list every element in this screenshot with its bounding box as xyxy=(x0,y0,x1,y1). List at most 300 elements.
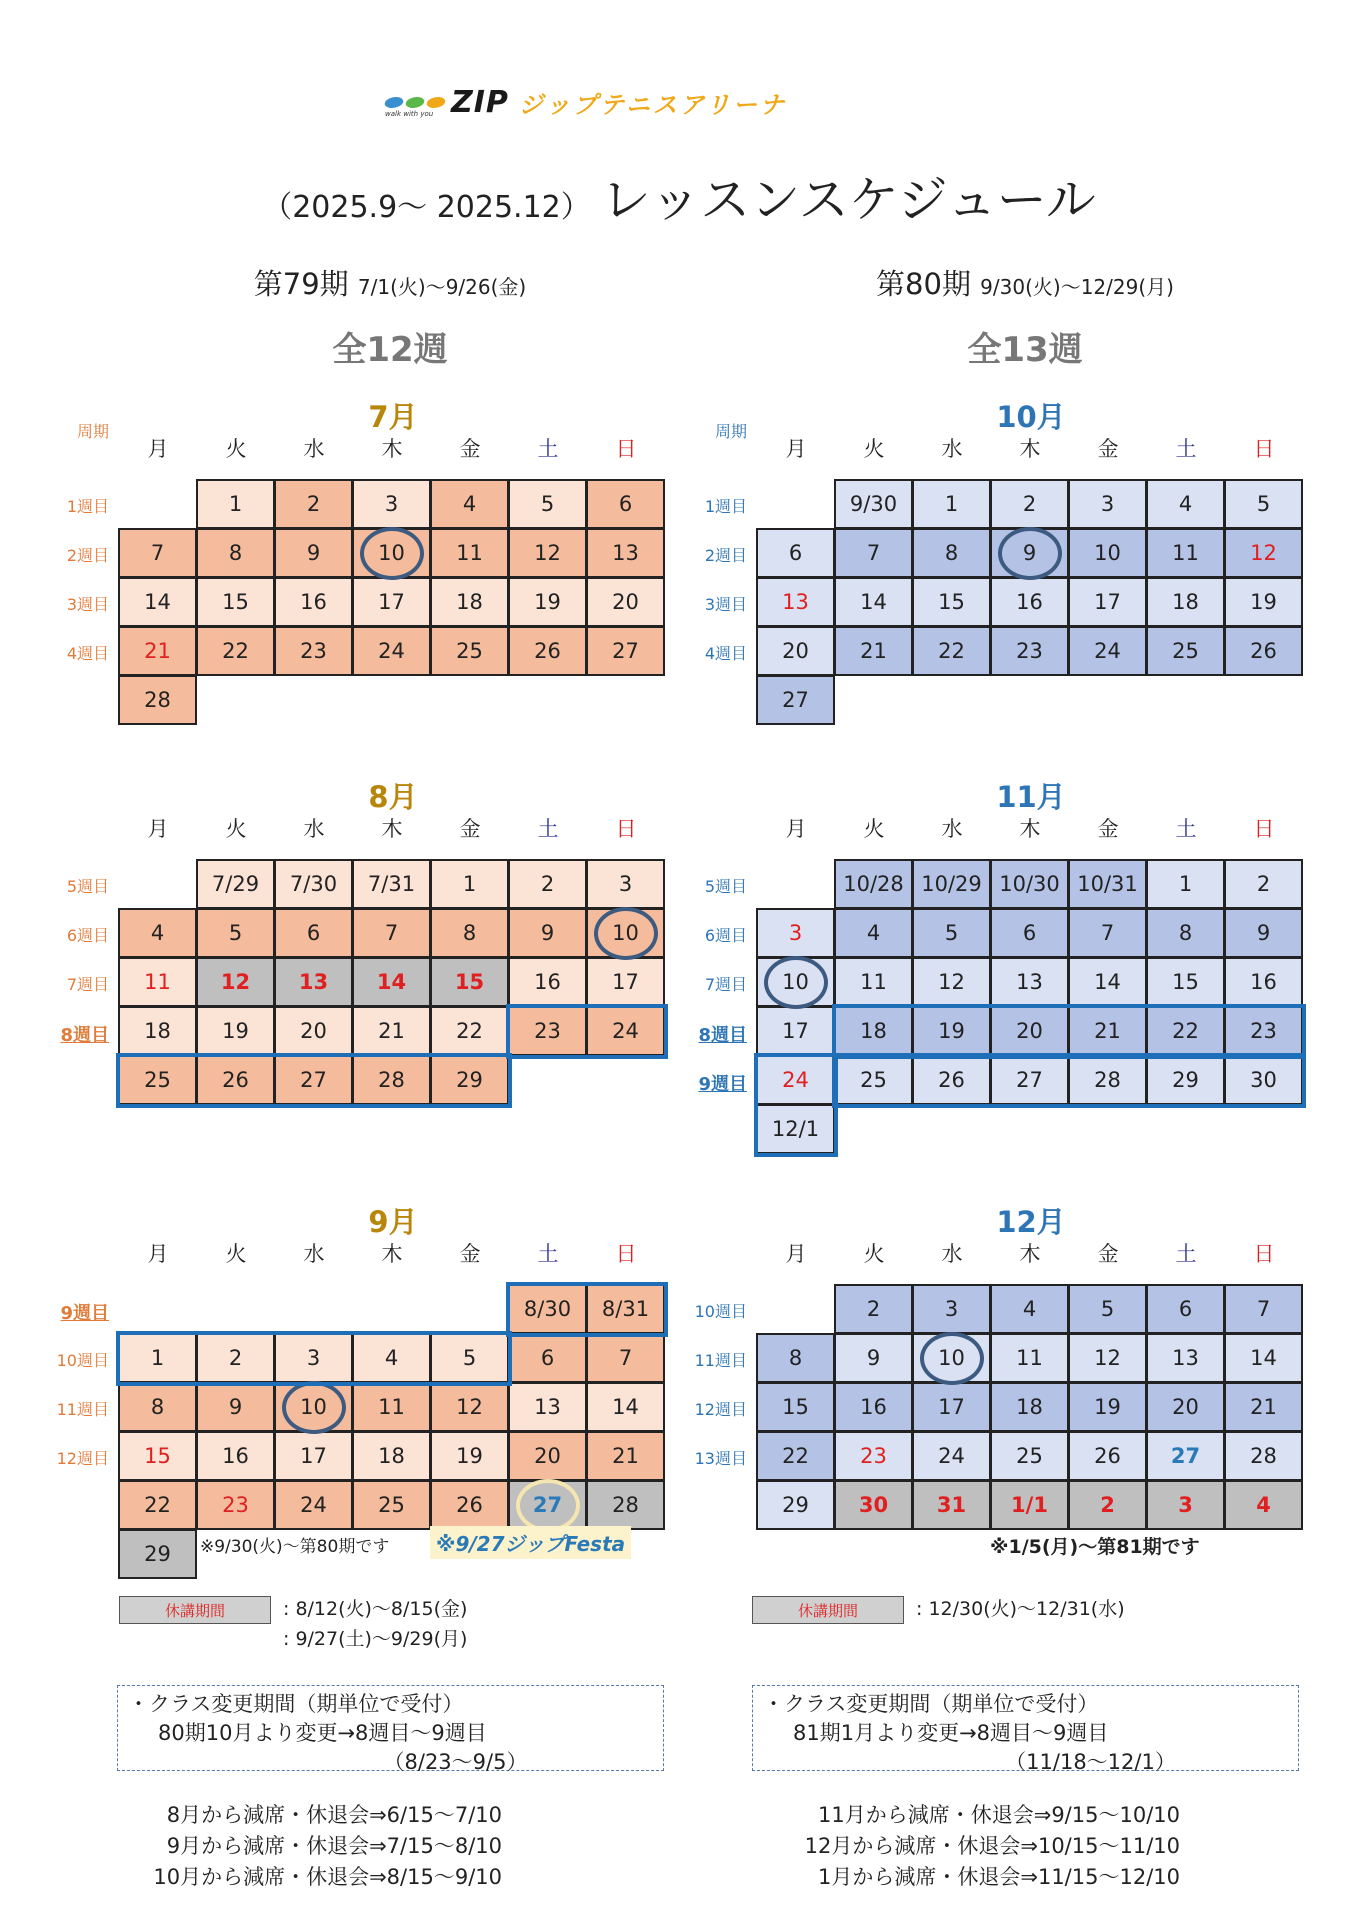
dec-day-cell: 15 xyxy=(756,1382,835,1432)
sep-day-cell: 8/31 xyxy=(586,1284,665,1334)
oct-day-cell: 2 xyxy=(990,479,1069,529)
jul-day-cell: 9 xyxy=(274,528,353,578)
aug-day-cell: 20 xyxy=(274,1006,353,1056)
oct-day-cell: 4 xyxy=(1146,479,1225,529)
jul-month-title: 7月 xyxy=(368,400,418,434)
aug-month-title: 8月 xyxy=(368,780,418,814)
jul-dow-0: 月 xyxy=(147,437,169,461)
nov-day-cell: 10/28 xyxy=(834,859,913,909)
sep-day-cell: 2 xyxy=(196,1333,275,1383)
oct-day-cell: 20 xyxy=(756,626,835,676)
sep-day-cell: 9 xyxy=(196,1382,275,1432)
oct-day-cell: 9/30 xyxy=(834,479,913,529)
sep-day-cell: 25 xyxy=(352,1480,431,1530)
dec-day-cell: 4 xyxy=(1224,1480,1303,1530)
nov-day-cell: 24 xyxy=(756,1055,835,1105)
nov-day-cell: 28 xyxy=(1068,1055,1147,1105)
aug-week-label-2: 7週目 xyxy=(66,975,109,994)
nov-day-cell: 25 xyxy=(834,1055,913,1105)
nov-day-cell: 12/1 xyxy=(756,1104,835,1154)
nov-day-cell: 6 xyxy=(990,908,1069,958)
nov-day-cell: 19 xyxy=(912,1006,991,1056)
nov-dow-1: 火 xyxy=(863,817,885,841)
oct-week-label-3: 4週目 xyxy=(704,644,747,663)
sep-week-label-1: 10週目 xyxy=(56,1351,109,1370)
aug-day-cell: 22 xyxy=(430,1006,509,1056)
dec-day-cell: 11 xyxy=(990,1333,1069,1383)
nov-highlight-box xyxy=(832,1053,1306,1108)
oct-week-label-1: 2週目 xyxy=(704,546,747,565)
oct-day-cell: 18 xyxy=(1146,577,1225,627)
dec-day-cell: 1/1 xyxy=(990,1480,1069,1530)
weeks-total-80: 全13週 xyxy=(967,330,1083,370)
nov-day-cell: 3 xyxy=(756,908,835,958)
sep-day-cell: 23 xyxy=(196,1480,275,1530)
jul-day-cell: 25 xyxy=(430,626,509,676)
sep-day-cell: 13 xyxy=(508,1382,587,1432)
jul-day-cell: 21 xyxy=(118,626,197,676)
nov-day-cell: 8 xyxy=(1146,908,1225,958)
sep-day-cell: 15 xyxy=(118,1431,197,1481)
aug-day-cell: 18 xyxy=(118,1006,197,1056)
nov-day-cell: 10 xyxy=(756,957,835,1007)
sep-day-cell: 28 xyxy=(586,1480,665,1530)
dec-day-cell: 17 xyxy=(912,1382,991,1432)
jul-circle-mark xyxy=(360,527,424,580)
sep-day-cell: 19 xyxy=(430,1431,509,1481)
aug-dow-1: 火 xyxy=(225,817,247,841)
nov-day-cell: 16 xyxy=(1224,957,1303,1007)
oct-day-cell: 7 xyxy=(834,528,913,578)
jul-day-cell: 27 xyxy=(586,626,665,676)
sep-day-cell: 10 xyxy=(274,1382,353,1432)
dec-day-cell: 22 xyxy=(756,1431,835,1481)
sep-circle-mark xyxy=(282,1381,346,1434)
sep-note: ※9/30(火)～第80期です xyxy=(200,1537,390,1557)
jul-day-cell: 22 xyxy=(196,626,275,676)
oct-dow-1: 火 xyxy=(863,437,885,461)
aug-day-cell: 19 xyxy=(196,1006,275,1056)
oct-day-cell: 8 xyxy=(912,528,991,578)
oct-dow-5: 土 xyxy=(1175,437,1197,461)
sep-highlight-box xyxy=(116,1331,512,1386)
sep-day-cell: 1 xyxy=(118,1333,197,1383)
dec-day-cell: 9 xyxy=(834,1333,913,1383)
aug-day-cell: 7/29 xyxy=(196,859,275,909)
oct-day-cell: 22 xyxy=(912,626,991,676)
sep-dow-6: 日 xyxy=(615,1242,637,1266)
aug-day-cell: 6 xyxy=(274,908,353,958)
aug-day-cell: 7/31 xyxy=(352,859,431,909)
nov-day-cell: 10/31 xyxy=(1068,859,1147,909)
nov-day-cell: 20 xyxy=(990,1006,1069,1056)
aug-dow-5: 土 xyxy=(537,817,559,841)
logo-tag: walk with you xyxy=(385,110,434,118)
dec-dow-0: 月 xyxy=(785,1242,807,1266)
dec-day-cell: 23 xyxy=(834,1431,913,1481)
sep-day-cell: 11 xyxy=(352,1382,431,1432)
jul-day-cell: 8 xyxy=(196,528,275,578)
dec-dow-2: 水 xyxy=(941,1242,963,1266)
nov-day-cell: 1 xyxy=(1146,859,1225,909)
aug-day-cell: 7/30 xyxy=(274,859,353,909)
sep-highlight-box xyxy=(506,1282,668,1337)
oct-day-cell: 26 xyxy=(1224,626,1303,676)
nov-week-label-1: 6週目 xyxy=(704,926,747,945)
dec-circle-mark xyxy=(920,1332,984,1385)
logo-jp: ジップテニスアリーナ xyxy=(518,90,787,119)
jul-day-cell: 18 xyxy=(430,577,509,627)
dec-month-title: 12月 xyxy=(996,1205,1066,1239)
aug-day-cell: 24 xyxy=(586,1006,665,1056)
oct-day-cell: 25 xyxy=(1146,626,1225,676)
oct-day-cell: 5 xyxy=(1224,479,1303,529)
dec-day-cell: 29 xyxy=(756,1480,835,1530)
period-79: 第79期 7/1(火)～9/26(金) xyxy=(253,267,527,301)
closure-dates-left: : 8/12(火)～8/15(金) : 9/27(土)～9/29(月) xyxy=(283,1598,468,1650)
sep-day-cell: 6 xyxy=(508,1333,587,1383)
oct-day-cell: 10 xyxy=(1068,528,1147,578)
nov-dow-5: 土 xyxy=(1175,817,1197,841)
sep-week-label-3: 12週目 xyxy=(56,1449,109,1468)
aug-day-cell: 15 xyxy=(430,957,509,1007)
sep-dow-4: 金 xyxy=(459,1242,481,1266)
oct-day-cell: 1 xyxy=(912,479,991,529)
oct-day-cell: 17 xyxy=(1068,577,1147,627)
dec-dow-3: 木 xyxy=(1019,1242,1041,1266)
dec-day-cell: 24 xyxy=(912,1431,991,1481)
page-title xyxy=(0,160,1358,232)
dec-day-cell: 26 xyxy=(1068,1431,1147,1481)
nov-day-cell: 14 xyxy=(1068,957,1147,1007)
aug-dow-0: 月 xyxy=(147,817,169,841)
sep-day-cell: 12 xyxy=(430,1382,509,1432)
dec-week-label-2: 12週目 xyxy=(694,1400,747,1419)
nov-week-label-3: 8週目 xyxy=(698,1025,747,1046)
jul-day-cell: 6 xyxy=(586,479,665,529)
nov-day-cell: 17 xyxy=(756,1006,835,1056)
aug-day-cell: 7 xyxy=(352,908,431,958)
dec-day-cell: 18 xyxy=(990,1382,1069,1432)
logo xyxy=(385,84,787,120)
sep-week-label-2: 11週目 xyxy=(56,1400,109,1419)
aug-day-cell: 17 xyxy=(586,957,665,1007)
aug-day-cell: 3 xyxy=(586,859,665,909)
oct-day-cell: 11 xyxy=(1146,528,1225,578)
oct-week-col-label: 周期 xyxy=(714,422,747,441)
jul-day-cell: 15 xyxy=(196,577,275,627)
dec-day-cell: 10 xyxy=(912,1333,991,1383)
sep-day-cell: 27 xyxy=(508,1480,587,1530)
dec-day-cell: 21 xyxy=(1224,1382,1303,1432)
dec-day-cell: 5 xyxy=(1068,1284,1147,1334)
jul-day-cell: 13 xyxy=(586,528,665,578)
bottom-lines-left: 8月から減席・休退会⇒6/15～7/10 9月から減席・休退会⇒7/15～8/10 10月から減席・休退会⇒8/15～9/10 xyxy=(153,1803,502,1889)
jul-day-cell: 5 xyxy=(508,479,587,529)
jul-day-cell: 28 xyxy=(118,675,197,725)
nov-day-cell: 2 xyxy=(1224,859,1303,909)
sep-dow-0: 月 xyxy=(147,1242,169,1266)
bottom-lines-right: 11月から減席・休退会⇒9/15～10/10 12月から減席・休退会⇒10/15～11/10 1月から減席・休退会⇒11/15～12/10 xyxy=(804,1803,1180,1889)
jul-day-cell: 14 xyxy=(118,577,197,627)
sep-dow-1: 火 xyxy=(225,1242,247,1266)
sep-day-cell: 29 xyxy=(118,1529,197,1579)
closure-dates-right: : 12/30(火)～12/31(水) xyxy=(916,1598,1125,1620)
dec-day-cell: 7 xyxy=(1224,1284,1303,1334)
nov-day-cell: 9 xyxy=(1224,908,1303,958)
nov-day-cell: 26 xyxy=(912,1055,991,1105)
dec-day-cell: 8 xyxy=(756,1333,835,1383)
aug-day-cell: 23 xyxy=(508,1006,587,1056)
jul-day-cell: 17 xyxy=(352,577,431,627)
oct-dow-6: 日 xyxy=(1253,437,1275,461)
oct-dow-4: 金 xyxy=(1097,437,1119,461)
aug-dow-6: 日 xyxy=(615,817,637,841)
nov-day-cell: 18 xyxy=(834,1006,913,1056)
nov-day-cell: 30 xyxy=(1224,1055,1303,1105)
aug-day-cell: 16 xyxy=(508,957,587,1007)
nov-day-cell: 11 xyxy=(834,957,913,1007)
nov-week-label-2: 7週目 xyxy=(704,975,747,994)
jul-week-label-0: 1週目 xyxy=(66,497,109,516)
dec-day-cell: 31 xyxy=(912,1480,991,1530)
sep-day-cell: 8 xyxy=(118,1382,197,1432)
weeks-total-79: 全12週 xyxy=(332,330,448,370)
sep-circle-mark xyxy=(516,1479,580,1532)
nov-day-cell: 12 xyxy=(912,957,991,1007)
sep-day-cell: 4 xyxy=(352,1333,431,1383)
jul-day-cell: 24 xyxy=(352,626,431,676)
dec-note: ※1/5(月)～第81期です xyxy=(990,1536,1200,1558)
nov-circle-mark xyxy=(764,956,828,1009)
sep-day-cell: 17 xyxy=(274,1431,353,1481)
nov-dow-4: 金 xyxy=(1097,817,1119,841)
aug-day-cell: 21 xyxy=(352,1006,431,1056)
dec-day-cell: 3 xyxy=(912,1284,991,1334)
dec-week-label-3: 13週目 xyxy=(694,1449,747,1468)
jul-dow-6: 日 xyxy=(615,437,637,461)
dec-dow-6: 日 xyxy=(1253,1242,1275,1266)
oct-month-title: 10月 xyxy=(996,400,1066,434)
sep-day-cell: 8/30 xyxy=(508,1284,587,1334)
sep-day-cell: 7 xyxy=(586,1333,665,1383)
jul-week-label-3: 4週目 xyxy=(66,644,109,663)
aug-week-label-0: 5週目 xyxy=(66,877,109,896)
oct-week-label-0: 1週目 xyxy=(704,497,747,516)
sep-day-cell: 20 xyxy=(508,1431,587,1481)
oct-day-cell: 19 xyxy=(1224,577,1303,627)
oct-dow-0: 月 xyxy=(785,437,807,461)
dec-day-cell: 3 xyxy=(1146,1480,1225,1530)
nov-week-label-0: 5週目 xyxy=(704,877,747,896)
sep-day-cell: 18 xyxy=(352,1431,431,1481)
aug-day-cell: 11 xyxy=(118,957,197,1007)
jul-day-cell: 11 xyxy=(430,528,509,578)
oct-dow-3: 木 xyxy=(1019,437,1041,461)
sep-dow-3: 木 xyxy=(381,1242,403,1266)
nov-day-cell: 13 xyxy=(990,957,1069,1007)
nov-week-label-4: 9週目 xyxy=(698,1074,747,1095)
sep-week-label-0: 9週目 xyxy=(60,1303,109,1324)
nov-highlight-box xyxy=(754,1053,838,1157)
dec-day-cell: 30 xyxy=(834,1480,913,1530)
aug-day-cell: 27 xyxy=(274,1055,353,1105)
sep-day-cell: 3 xyxy=(274,1333,353,1383)
aug-day-cell: 12 xyxy=(196,957,275,1007)
dec-dow-4: 金 xyxy=(1097,1242,1119,1266)
aug-dow-2: 水 xyxy=(303,817,325,841)
jul-day-cell: 2 xyxy=(274,479,353,529)
oct-day-cell: 27 xyxy=(756,675,835,725)
aug-day-cell: 9 xyxy=(508,908,587,958)
nov-month-title: 11月 xyxy=(996,780,1066,814)
jul-day-cell: 23 xyxy=(274,626,353,676)
aug-day-cell: 1 xyxy=(430,859,509,909)
sep-month-title: 9月 xyxy=(368,1205,418,1239)
aug-day-cell: 8 xyxy=(430,908,509,958)
nov-day-cell: 7 xyxy=(1068,908,1147,958)
oct-day-cell: 21 xyxy=(834,626,913,676)
nov-highlight-box xyxy=(832,1004,1306,1059)
period-80: 第80期 9/30(火)～12/29(月) xyxy=(876,267,1174,301)
jul-week-label-1: 2週目 xyxy=(66,546,109,565)
dec-day-cell: 14 xyxy=(1224,1333,1303,1383)
oct-day-cell: 13 xyxy=(756,577,835,627)
nov-day-cell: 21 xyxy=(1068,1006,1147,1056)
sep-day-cell: 5 xyxy=(430,1333,509,1383)
dec-day-cell: 19 xyxy=(1068,1382,1147,1432)
jul-dow-2: 水 xyxy=(303,437,325,461)
aug-day-cell: 25 xyxy=(118,1055,197,1105)
jul-day-cell: 4 xyxy=(430,479,509,529)
dec-day-cell: 25 xyxy=(990,1431,1069,1481)
nov-day-cell: 22 xyxy=(1146,1006,1225,1056)
dec-week-label-1: 11週目 xyxy=(694,1351,747,1370)
nov-day-cell: 10/30 xyxy=(990,859,1069,909)
oct-day-cell: 6 xyxy=(756,528,835,578)
oct-week-label-2: 3週目 xyxy=(704,595,747,614)
jul-day-cell: 19 xyxy=(508,577,587,627)
nov-dow-3: 木 xyxy=(1019,817,1041,841)
dec-day-cell: 28 xyxy=(1224,1431,1303,1481)
oct-day-cell: 23 xyxy=(990,626,1069,676)
jul-day-cell: 26 xyxy=(508,626,587,676)
aug-dow-4: 金 xyxy=(459,817,481,841)
oct-day-cell: 9 xyxy=(990,528,1069,578)
oct-day-cell: 16 xyxy=(990,577,1069,627)
nov-day-cell: 5 xyxy=(912,908,991,958)
jul-day-cell: 3 xyxy=(352,479,431,529)
aug-day-cell: 28 xyxy=(352,1055,431,1105)
oct-day-cell: 15 xyxy=(912,577,991,627)
aug-day-cell: 10 xyxy=(586,908,665,958)
dec-day-cell: 27 xyxy=(1146,1431,1225,1481)
oct-day-cell: 24 xyxy=(1068,626,1147,676)
jul-dow-3: 木 xyxy=(381,437,403,461)
change-box-right: ・クラス変更期間（期単位で受付） 81期1月より変更→8週目～9週目 （11/18～12/1） xyxy=(752,1685,1299,1771)
logo-zip: ZIP xyxy=(451,84,509,120)
jul-day-cell: 16 xyxy=(274,577,353,627)
sep-day-cell: 21 xyxy=(586,1431,665,1481)
aug-day-cell: 29 xyxy=(430,1055,509,1105)
dec-day-cell: 20 xyxy=(1146,1382,1225,1432)
sep-dow-2: 水 xyxy=(303,1242,325,1266)
jul-day-cell: 1 xyxy=(196,479,275,529)
aug-highlight-box xyxy=(506,1004,668,1059)
dec-dow-1: 火 xyxy=(863,1242,885,1266)
nov-day-cell: 10/29 xyxy=(912,859,991,909)
sep-day-cell: 24 xyxy=(274,1480,353,1530)
dec-day-cell: 2 xyxy=(834,1284,913,1334)
jul-dow-4: 金 xyxy=(459,437,481,461)
title-text: レッスンスケジュール xyxy=(600,171,1096,229)
change-box-left: ・クラス変更期間（期単位で受付） 80期10月より変更→8週目～9週目 （8/23～9/5） xyxy=(117,1685,664,1771)
jul-day-cell: 10 xyxy=(352,528,431,578)
jul-day-cell: 12 xyxy=(508,528,587,578)
aug-day-cell: 2 xyxy=(508,859,587,909)
oct-circle-mark xyxy=(998,527,1062,580)
nov-dow-6: 日 xyxy=(1253,817,1275,841)
oct-day-cell: 12 xyxy=(1224,528,1303,578)
dec-day-cell: 16 xyxy=(834,1382,913,1432)
aug-week-label-1: 6週目 xyxy=(66,926,109,945)
oct-day-cell: 3 xyxy=(1068,479,1147,529)
aug-day-cell: 5 xyxy=(196,908,275,958)
aug-dow-3: 木 xyxy=(381,817,403,841)
oct-day-cell: 14 xyxy=(834,577,913,627)
aug-highlight-box xyxy=(116,1053,512,1108)
jul-day-cell: 7 xyxy=(118,528,197,578)
dec-day-cell: 2 xyxy=(1068,1480,1147,1530)
logo-leaf-icon xyxy=(383,97,447,108)
sep-day-cell: 16 xyxy=(196,1431,275,1481)
sep-day-cell: 14 xyxy=(586,1382,665,1432)
dec-day-cell: 6 xyxy=(1146,1284,1225,1334)
dec-day-cell: 12 xyxy=(1068,1333,1147,1383)
nov-day-cell: 4 xyxy=(834,908,913,958)
nov-day-cell: 27 xyxy=(990,1055,1069,1105)
aug-day-cell: 14 xyxy=(352,957,431,1007)
aug-circle-mark xyxy=(594,907,658,960)
jul-dow-1: 火 xyxy=(225,437,247,461)
dec-day-cell: 4 xyxy=(990,1284,1069,1334)
dec-day-cell: 13 xyxy=(1146,1333,1225,1383)
sep-day-cell: 22 xyxy=(118,1480,197,1530)
aug-day-cell: 4 xyxy=(118,908,197,958)
jul-week-col-label: 周期 xyxy=(76,422,109,441)
oct-dow-2: 水 xyxy=(941,437,963,461)
dec-dow-5: 土 xyxy=(1175,1242,1197,1266)
aug-day-cell: 26 xyxy=(196,1055,275,1105)
nov-day-cell: 15 xyxy=(1146,957,1225,1007)
dec-week-label-0: 10週目 xyxy=(694,1302,747,1321)
date-range: （2025.9～ 2025.12） xyxy=(262,190,591,225)
sep-dow-5: 土 xyxy=(537,1242,559,1266)
jul-day-cell: 20 xyxy=(586,577,665,627)
aug-week-label-3: 8週目 xyxy=(60,1025,109,1046)
closure-legend-right: 休講期間 xyxy=(752,1596,904,1624)
sep-day-cell: 26 xyxy=(430,1480,509,1530)
nov-dow-2: 水 xyxy=(941,817,963,841)
festa-note: ※9/27ジップFesta xyxy=(430,1526,631,1559)
aug-day-cell: 13 xyxy=(274,957,353,1007)
closure-legend-left: 休講期間 xyxy=(119,1596,271,1624)
jul-dow-5: 土 xyxy=(537,437,559,461)
nov-dow-0: 月 xyxy=(785,817,807,841)
nov-day-cell: 23 xyxy=(1224,1006,1303,1056)
jul-week-label-2: 3週目 xyxy=(66,595,109,614)
nov-day-cell: 29 xyxy=(1146,1055,1225,1105)
